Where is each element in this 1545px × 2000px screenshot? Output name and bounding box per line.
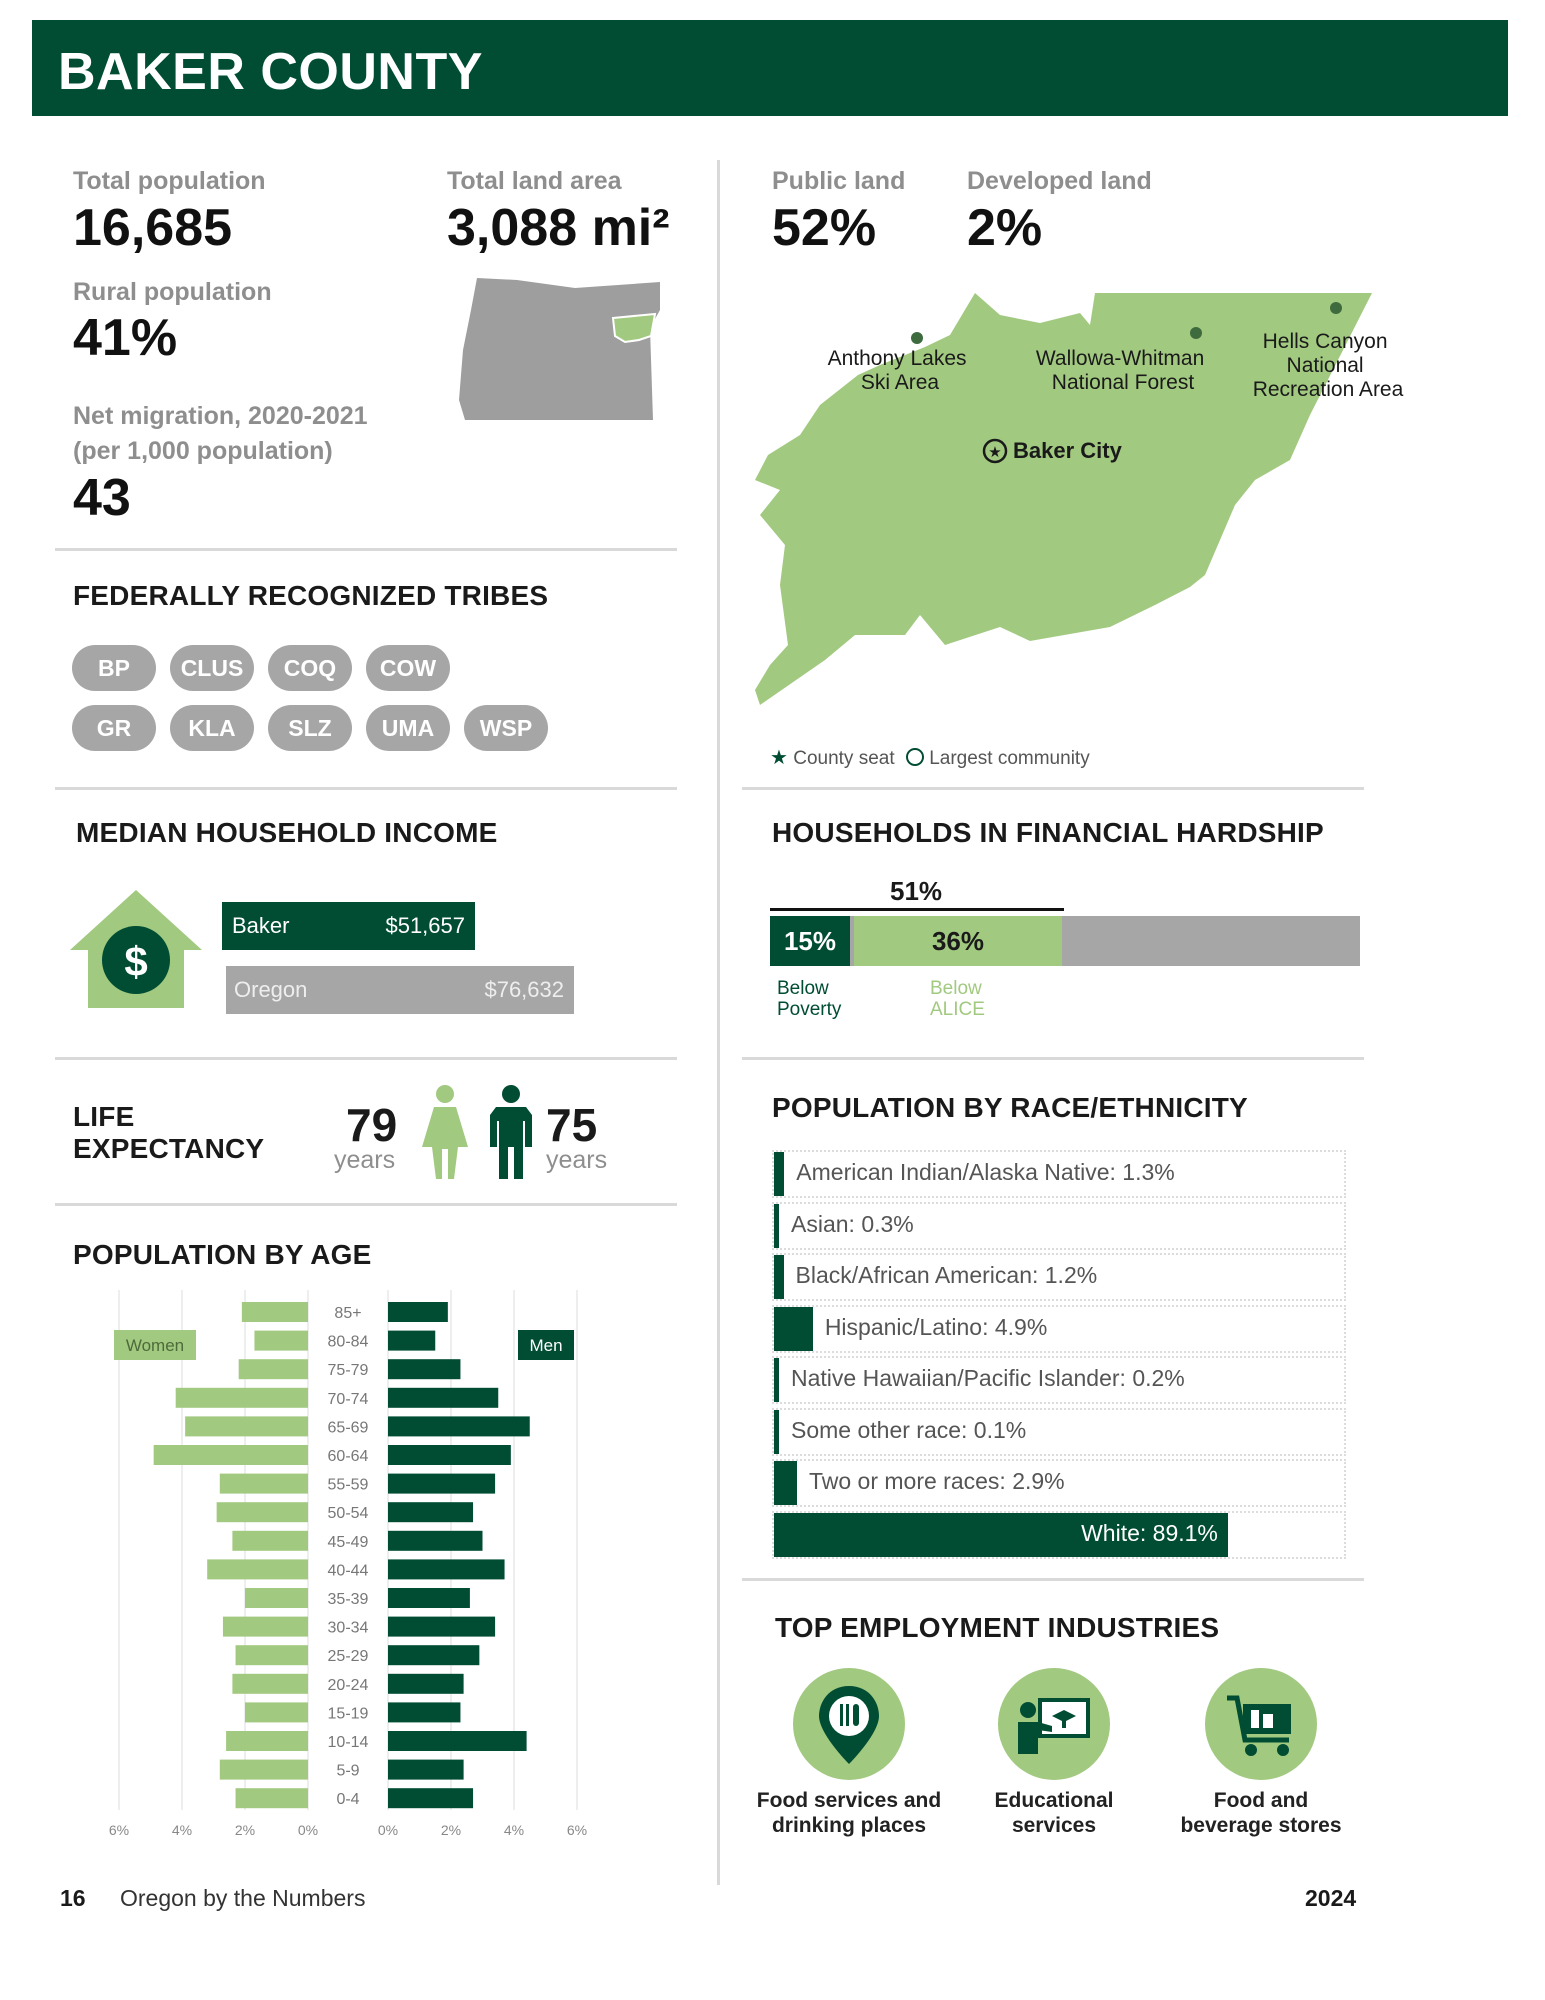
tribes-title: FEDERALLY RECOGNIZED TRIBES: [73, 580, 549, 611]
race-bar: [774, 1410, 779, 1454]
public-land-label: Public land: [772, 167, 906, 195]
legend-largest-community: Largest community: [929, 748, 1090, 769]
women-bar: [220, 1760, 308, 1780]
race-row: [772, 1202, 1346, 1250]
race-title: POPULATION BY RACE/ETHNICITY: [772, 1092, 1248, 1123]
industry-label-food-services: [729, 1788, 969, 1838]
race-bar: [774, 1152, 784, 1196]
life-title-2: EXPECTANCY: [73, 1133, 265, 1164]
income-bar-baker: [222, 902, 475, 950]
men-bar: [388, 1674, 464, 1694]
tribe-pill: UMA: [366, 705, 450, 751]
rural-population-value: 41%: [73, 309, 178, 367]
below-alice-caption: [930, 978, 985, 1020]
life-expectancy-title: [73, 1101, 264, 1165]
men-bar: [388, 1416, 530, 1436]
industry-label-line: Food services and: [756, 1789, 942, 1812]
educational-services-icon: [998, 1668, 1110, 1780]
county-seat-star-icon: ★: [770, 747, 788, 769]
women-bar: [245, 1588, 308, 1608]
woman-icon: [420, 1085, 470, 1180]
women-bar: [220, 1474, 308, 1494]
industries-title: TOP EMPLOYMENT INDUSTRIES: [775, 1612, 1220, 1643]
income-baker-label: Baker: [232, 913, 290, 938]
hells-canyon-label-2: National: [1286, 354, 1364, 377]
age-category-label: 30-34: [327, 1619, 369, 1637]
below-alice-caption-1: Below: [930, 978, 982, 999]
women-bar: [242, 1302, 308, 1322]
race-label: Some other race: 0.1%: [791, 1416, 1027, 1443]
footer-publication: Oregon by the Numbers: [120, 1885, 366, 1911]
net-migration-value: 43: [73, 469, 131, 527]
women-bar: [207, 1559, 308, 1579]
age-category-label: 80-84: [327, 1333, 369, 1351]
page-header: [32, 20, 1508, 116]
race-bar: [774, 1358, 779, 1402]
women-life-value: 79: [346, 1099, 398, 1151]
men-bar: [388, 1531, 483, 1551]
income-oregon-value: $76,632: [484, 977, 564, 1002]
below-poverty-bar: [770, 916, 850, 966]
women-bar: [232, 1531, 308, 1551]
women-bar: [217, 1502, 308, 1522]
x-tick-label: 2%: [440, 1822, 462, 1838]
county-title: BAKER COUNTY: [58, 43, 483, 101]
age-category-label: 65-69: [327, 1419, 369, 1437]
race-bar: [774, 1307, 813, 1351]
race-label: White: 89.1%: [1081, 1519, 1218, 1546]
life-title-1: LIFE: [73, 1101, 135, 1132]
women-legend-label: Women: [125, 1336, 185, 1355]
total-population-label: Total population: [73, 167, 266, 195]
x-tick-label: 0%: [377, 1822, 399, 1838]
women-bar: [236, 1788, 308, 1808]
race-label: American Indian/Alaska Native: 1.3%: [796, 1159, 1175, 1185]
grocery-cart-icon: [1205, 1668, 1317, 1780]
x-tick-label: 2%: [234, 1822, 256, 1838]
race-bar: [774, 1204, 779, 1248]
divider: [55, 787, 677, 790]
house-dollar-icon: [68, 888, 204, 1010]
population-by-age-chart: [100, 1290, 600, 1850]
footer-page-number: 16: [60, 1885, 86, 1911]
women-bar: [223, 1617, 308, 1637]
men-bar: [388, 1617, 495, 1637]
industry-icon-circle: [1205, 1668, 1317, 1780]
tribe-pill: BP: [72, 645, 156, 691]
industry-label-line: Food and: [1213, 1789, 1309, 1812]
tribe-pill: SLZ: [268, 705, 352, 751]
race-bar: [774, 1255, 784, 1299]
age-category-label: 85+: [334, 1305, 362, 1322]
x-tick-label: 4%: [171, 1822, 193, 1838]
women-bar: [232, 1674, 308, 1694]
men-bar: [388, 1702, 460, 1722]
men-bar: [388, 1760, 464, 1780]
income-title: MEDIAN HOUSEHOLD INCOME: [76, 817, 498, 848]
tribe-pill: GR: [72, 705, 156, 751]
age-category-label: 15-19: [327, 1705, 369, 1723]
industry-label-food-stores: [1141, 1788, 1381, 1838]
age-category-label: 25-29: [327, 1648, 369, 1666]
svg-text:$: $: [124, 938, 148, 985]
tribe-pill: CLUS: [170, 645, 254, 691]
industry-label-line: drinking places: [771, 1814, 927, 1837]
women-bar: [185, 1416, 308, 1436]
svg-text:★: ★: [988, 444, 1002, 461]
x-tick-label: 6%: [566, 1822, 588, 1838]
men-bar: [388, 1388, 498, 1408]
age-category-label: 60-64: [327, 1448, 369, 1465]
baker-city-label: Baker City: [1013, 438, 1122, 463]
map-legend: [770, 745, 1090, 770]
divider: [742, 787, 1364, 790]
tribe-pill: COW: [366, 645, 450, 691]
below-alice-caption-2: ALICE: [930, 999, 985, 1020]
age-category-label: 55-59: [327, 1476, 369, 1494]
men-bar: [388, 1788, 473, 1808]
hardship-total-bracket: [770, 908, 1064, 911]
legend-county-seat: County seat: [793, 748, 895, 769]
developed-land-value: 2%: [967, 199, 1043, 257]
race-label: Hispanic/Latino: 4.9%: [824, 1313, 1048, 1340]
men-legend-label: Men: [529, 1336, 563, 1355]
men-bar: [388, 1331, 435, 1351]
hardship-title: HOUSEHOLDS IN FINANCIAL HARDSHIP: [772, 817, 1324, 848]
industry-label-line: Educational: [994, 1789, 1114, 1812]
industry-label-educational: [934, 1788, 1174, 1838]
age-chart-title: POPULATION BY AGE: [73, 1239, 372, 1270]
men-bar: [388, 1731, 527, 1751]
wallowa-label-1: Wallowa-Whitman: [1035, 347, 1205, 370]
women-bar: [236, 1645, 308, 1665]
divider: [742, 1057, 1364, 1060]
race-row: [772, 1356, 1346, 1404]
wallowa-label-2: National Forest: [1051, 371, 1195, 394]
men-life-unit: years: [546, 1146, 608, 1174]
age-category-label: 10-14: [327, 1734, 369, 1751]
men-life-value: 75: [546, 1099, 598, 1151]
public-land-value: 52%: [772, 199, 877, 257]
men-bar: [388, 1474, 495, 1494]
svg-text:Wallowa-Whitman National F: [1036, 347, 1210, 394]
below-poverty-caption-2: Poverty: [777, 999, 842, 1020]
hells-canyon-label-3: Recreation Area: [1252, 378, 1404, 401]
man-icon: [488, 1085, 534, 1180]
men-bar: [388, 1502, 473, 1522]
industry-label-line: beverage stores: [1180, 1814, 1342, 1837]
largest-community-circle-icon: [906, 748, 924, 766]
women-bar: [226, 1731, 308, 1751]
men-bar: [388, 1645, 479, 1665]
below-alice-value: 36%: [931, 926, 985, 956]
women-bar: [245, 1702, 308, 1722]
anthony-lakes-marker: [911, 332, 923, 344]
race-label: Black/African American: 1.2%: [795, 1262, 1098, 1288]
women-life-unit: years: [334, 1146, 396, 1174]
footer-year: 2024: [1305, 1885, 1357, 1911]
hardship-total: 51%: [890, 876, 943, 906]
divider: [742, 1578, 1364, 1581]
age-category-label: 50-54: [327, 1505, 369, 1523]
men-bar: [388, 1302, 448, 1322]
race-label: Asian: 0.3%: [791, 1210, 914, 1237]
anthony-lakes-label-2: Ski Area: [860, 371, 940, 394]
race-row: [772, 1408, 1346, 1456]
men-bar: [388, 1559, 505, 1579]
tribe-pill: KLA: [170, 705, 254, 751]
age-category-label: 35-39: [327, 1591, 369, 1608]
industry-label-line: services: [1011, 1814, 1097, 1837]
race-row: [772, 1511, 1346, 1559]
age-category-label: 20-24: [327, 1676, 369, 1694]
age-category-label: 70-74: [327, 1390, 369, 1408]
hells-canyon-marker: [1330, 302, 1342, 314]
men-bar: [388, 1359, 460, 1379]
race-row: [772, 1150, 1346, 1198]
industry-icon-circle: [998, 1668, 1110, 1780]
income-bar-oregon: [226, 966, 574, 1014]
women-bar: [239, 1359, 308, 1379]
x-tick-label: 4%: [503, 1822, 525, 1838]
divider: [55, 548, 677, 551]
race-row: [772, 1459, 1346, 1507]
men-bar: [388, 1588, 470, 1608]
women-bar: [254, 1331, 308, 1351]
hells-canyon-label-1: Hells Canyon: [1262, 330, 1388, 353]
land-area-value: 3,088 mi²: [447, 199, 670, 257]
industry-icon-circle: [793, 1668, 905, 1780]
race-row: [772, 1253, 1346, 1301]
county-map: [750, 285, 1430, 725]
race-label: Native Hawaiian/Pacific Islander: 0.2%: [791, 1365, 1185, 1391]
net-migration-label: Net migration, 2020-2021: [73, 402, 368, 430]
oregon-state-map: [455, 270, 670, 430]
income-oregon-label: Oregon: [234, 977, 308, 1002]
column-divider: [717, 160, 720, 1885]
x-tick-label: 6%: [108, 1822, 130, 1838]
below-poverty-value: 15%: [783, 926, 837, 956]
tribe-pill: COQ: [268, 645, 352, 691]
baker-county-highlight: [613, 314, 655, 342]
divider: [55, 1203, 677, 1206]
wallowa-whitman-marker: [1190, 327, 1202, 339]
age-category-label: 5-9: [336, 1762, 360, 1780]
developed-land-label: Developed land: [967, 167, 1152, 195]
race-row: [772, 1305, 1346, 1353]
age-category-label: 0-4: [336, 1791, 360, 1809]
age-category-label: 40-44: [327, 1562, 369, 1580]
net-migration-sublabel: (per 1,000 population): [73, 437, 333, 465]
divider: [55, 1057, 677, 1060]
women-bar: [154, 1445, 308, 1465]
x-tick-label: 0%: [297, 1822, 319, 1838]
age-category-label: 45-49: [327, 1533, 369, 1551]
tribe-pill: WSP: [464, 705, 548, 751]
food-services-icon: [793, 1668, 905, 1780]
men-bar: [388, 1445, 511, 1465]
age-category-label: 75-79: [327, 1362, 369, 1380]
women-bar: [176, 1388, 308, 1408]
race-bar: [774, 1461, 797, 1505]
race-label: Two or more races: 2.9%: [808, 1468, 1065, 1494]
anthony-lakes-label-1: Anthony Lakes: [827, 347, 967, 370]
below-alice-bar: [854, 916, 1062, 966]
land-area-label: Total land area: [447, 167, 622, 195]
rural-population-label: Rural population: [73, 278, 272, 306]
income-baker-value: $51,657: [385, 913, 465, 938]
total-population-value: 16,685: [73, 199, 233, 257]
below-poverty-caption-1: Below: [777, 978, 829, 999]
below-poverty-caption: [777, 978, 841, 1020]
